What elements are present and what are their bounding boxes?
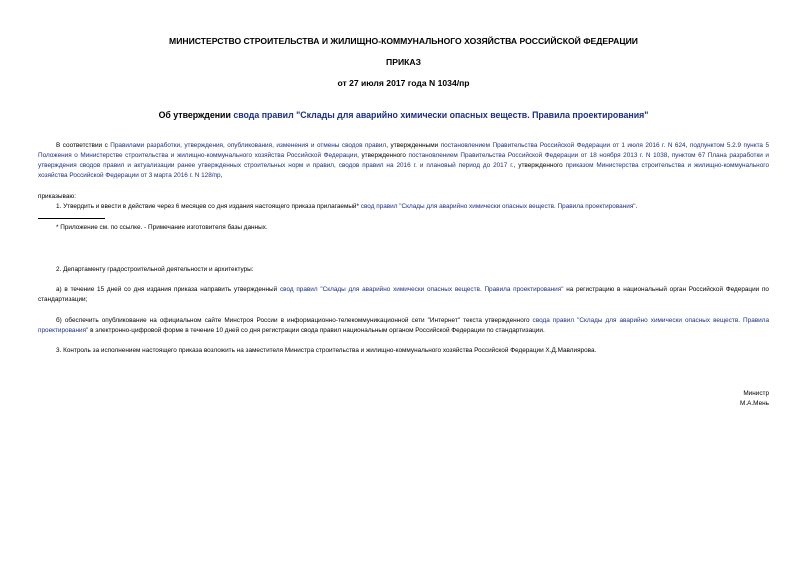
- preamble-text-5: ,: [667, 152, 672, 159]
- footnote-divider: [38, 218, 105, 219]
- preamble-text-3: ,: [685, 142, 690, 149]
- doc-type-heading: ПРИКАЗ: [386, 57, 421, 67]
- preamble-text-1: В соответствии с: [56, 142, 111, 149]
- preamble-text-6: , утвержденного: [513, 162, 566, 169]
- item-1-end: .: [635, 203, 638, 210]
- preamble-paragraph: [38, 141, 769, 181]
- footnote: * Приложение см. по ссылке. - Примечание изготовителя базы данных.: [56, 224, 268, 231]
- preamble-text-2: , утвержденными: [386, 142, 441, 149]
- item-2b-link[interactable]: свода правил "Склады для аварийно химически опасных веществ. Правила проектирования": [38, 317, 769, 334]
- item-2b: [38, 316, 769, 336]
- preamble-text-7: ,: [220, 172, 223, 179]
- signature-position: Министр: [743, 390, 769, 397]
- item-2a-text: а) в течение 15 дней со дня издания приказа направить утвержденный: [56, 286, 280, 293]
- item-2b-end: в электронно-цифровой форме в течение 10 дней со дня регистрации свода правил национальным органом Российской Федерации по стандартизации.: [88, 327, 545, 334]
- signature-name: М.А.Мень: [740, 400, 769, 407]
- title-prefix: Об утверждении: [158, 110, 234, 120]
- preamble-link-plan[interactable]: пунктом 67 Плана разработки и утверждения сводов правил и актуализации ранее утвержденных строительных норм и правил, сводов правил на 2016 г. и плановый период до 2017 г.: [38, 152, 769, 169]
- orders-label: приказываю:: [38, 193, 76, 200]
- preamble-link-rules[interactable]: Правилами разработки, утверждения, опубликования, изменения и отмены сводов правил: [110, 142, 387, 149]
- preamble-link-regulation[interactable]: подпунктом 5.2.9 пункта 5 Положения о Министерстве строительства и жилищно-коммунального хозяйства Российской Федерации: [38, 142, 770, 159]
- item-3: 3. Контроль за исполнением настоящего приказа возложить на заместителя Министра строительства и жилищно-коммунального хозяйства Российской Федерации Х.Д.Мавлиярова.: [56, 347, 597, 354]
- item-1-link[interactable]: свод правил "Склады для аварийно химически опасных веществ. Правила проектирования": [360, 203, 636, 210]
- item-1: [38, 202, 769, 212]
- item-2b-text: б) обеспечить опубликование на официальном сайте Минстроя России в информационно-телекоммуникационной сети "Интернет" текста утвержденного: [56, 317, 533, 324]
- document-title: [38, 110, 769, 120]
- preamble-link-resolution-1038[interactable]: постановлением Правительства Российской Федерации от 18 ноября 2013 г. N 1038: [408, 152, 668, 159]
- preamble-text-4: , утвержденного: [357, 152, 409, 159]
- item-2a-end: на регистрацию в национальный орган Российской Федерации по стандартизации;: [38, 286, 769, 303]
- preamble-link-resolution-624[interactable]: постановлением Правительства Российской Федерации от 1 июля 2016 г. N 624: [440, 142, 686, 149]
- item-2a-link[interactable]: свод правил "Склады для аварийно химически опасных веществ. Правила проектирования": [279, 286, 564, 293]
- item-1-text: 1. Утвердить и ввести в действие через 6 месяцев со дня издания настоящего приказа прилагаемый*: [56, 203, 361, 210]
- title-link[interactable]: свода правил "Склады для аварийно химически опасных веществ. Правила проектирования": [233, 110, 649, 120]
- preamble-link-order-128[interactable]: приказом Министерства строительства и жилищно-коммунального хозяйства Российской Федерации от 3 марта 2016 г. N 128/пр: [38, 162, 770, 179]
- date-number-heading: от 27 июля 2017 года N 1034/пр: [337, 78, 470, 88]
- ministry-heading: МИНИСТЕРСТВО СТРОИТЕЛЬСТВА И ЖИЛИЩНО-КОММУНАЛЬНОГО ХОЗЯЙСТВА РОССИЙСКОЙ ФЕДЕРАЦИИ: [169, 36, 638, 46]
- item-2: 2. Департаменту градостроительной деятельности и архитектуры:: [56, 266, 254, 273]
- item-2a: [38, 285, 769, 305]
